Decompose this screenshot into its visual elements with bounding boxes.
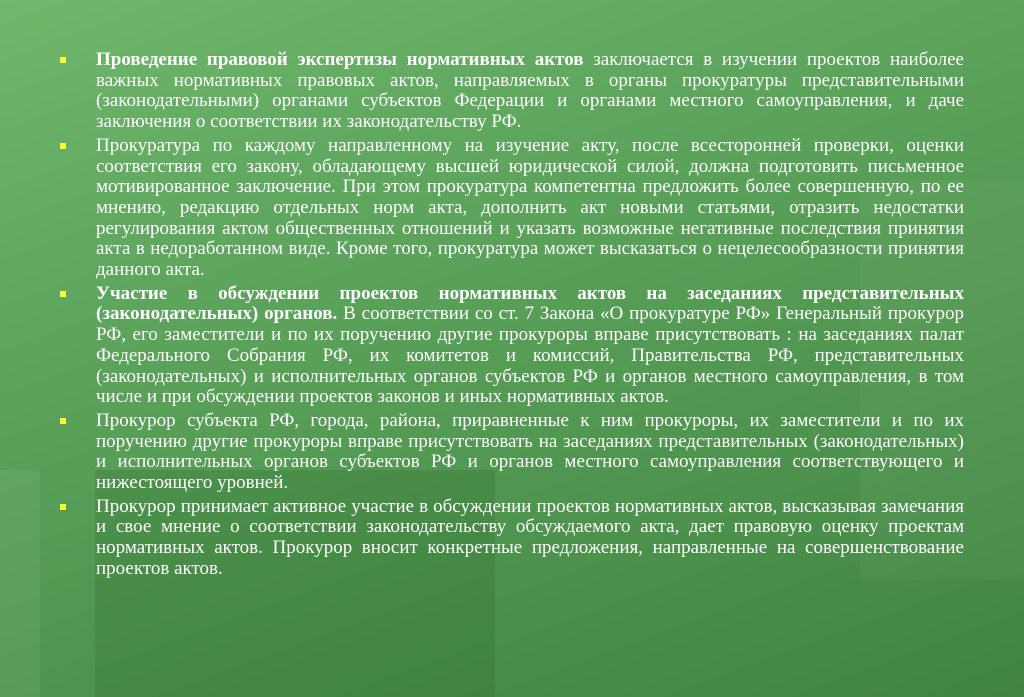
bullet-item-participation [60, 284, 964, 408]
item-text: Прокурор субъекта РФ, города, района, приравненные к ним прокуроры, их заместители и по их поручению другие прокуроры вправе присутствовать на заседаниях представительных (законодательных) и исполнительных органов субъектов РФ и органов местного самоуправления соответствующего и нижестоящего уровней. [96, 409, 964, 494]
item-text: заключается в изучении проектов наиболее важных нормативных правовых актов, направляемых в органы прокуратуры представительными (законодательными) органами субъектов Федерации и органами местного самоуправления, и даче заключения о соответствии их законодательству РФ. [96, 49, 964, 133]
bullet-item-regional-prosecutor [60, 411, 964, 494]
slide-content [60, 50, 964, 583]
item-text: В соответствии со ст. 7 Закона «О прокуратуре РФ» Генеральный прокурор РФ, его заместители и по их поручению другие прокуроры вправе присутствовать : на заседаниях палат Федерального Собрания РФ, их комитетов и комиссий, Правительства РФ, представительных (законодательных) и исполнительных органов субъектов РФ и органов местного самоуправления, в том числе и при обсуждении проектов законов и иных нормативных актов. [96, 303, 964, 408]
square-bullet-icon [60, 504, 66, 510]
item-text: Прокуратура по каждому направленному на изучение акту, после всесторонней проверки, оценки соответствия его закону, обладающему высшей юридической силой, должна подготовить письменное мотивированное заключение. При этом прокуратура компетентна предложить более совершенную, по ее мнению, редакцию отдельных норм акта, дополнить акт новыми статьями, отразить недостатки регулирования актом общественных отношений и указать возможные негативные последствия принятия акта в недоработанном виде. Кроме того, прокуратура может высказаться о нецелесообразности принятия данного акта. [96, 134, 964, 281]
square-bullet-icon [60, 143, 66, 149]
item-bold-heading: Проведение правовой экспертизы нормативных актов [96, 49, 584, 70]
square-bullet-icon [60, 291, 66, 297]
bullet-item-expertise [60, 50, 964, 133]
background-decoration [0, 470, 40, 697]
item-text: Прокурор принимает активное участие в обсуждении проектов нормативных актов, высказывая замечания и свое мнение о соответствии законодательству обсуждаемого акта, дает правовую оценку проектам нормативных актов. Прокурор вносит конкретные предложения, направленные на совершенствование проектов актов. [96, 495, 964, 579]
square-bullet-icon [60, 418, 66, 424]
square-bullet-icon [60, 57, 66, 63]
item-bold-heading: Участие в обсуждении проектов нормативных актов на заседаниях представительных (законодательных) органов. [96, 282, 964, 325]
bullet-item-active-participation [60, 497, 964, 580]
bullet-item-prosecutor-conclusion [60, 136, 964, 281]
